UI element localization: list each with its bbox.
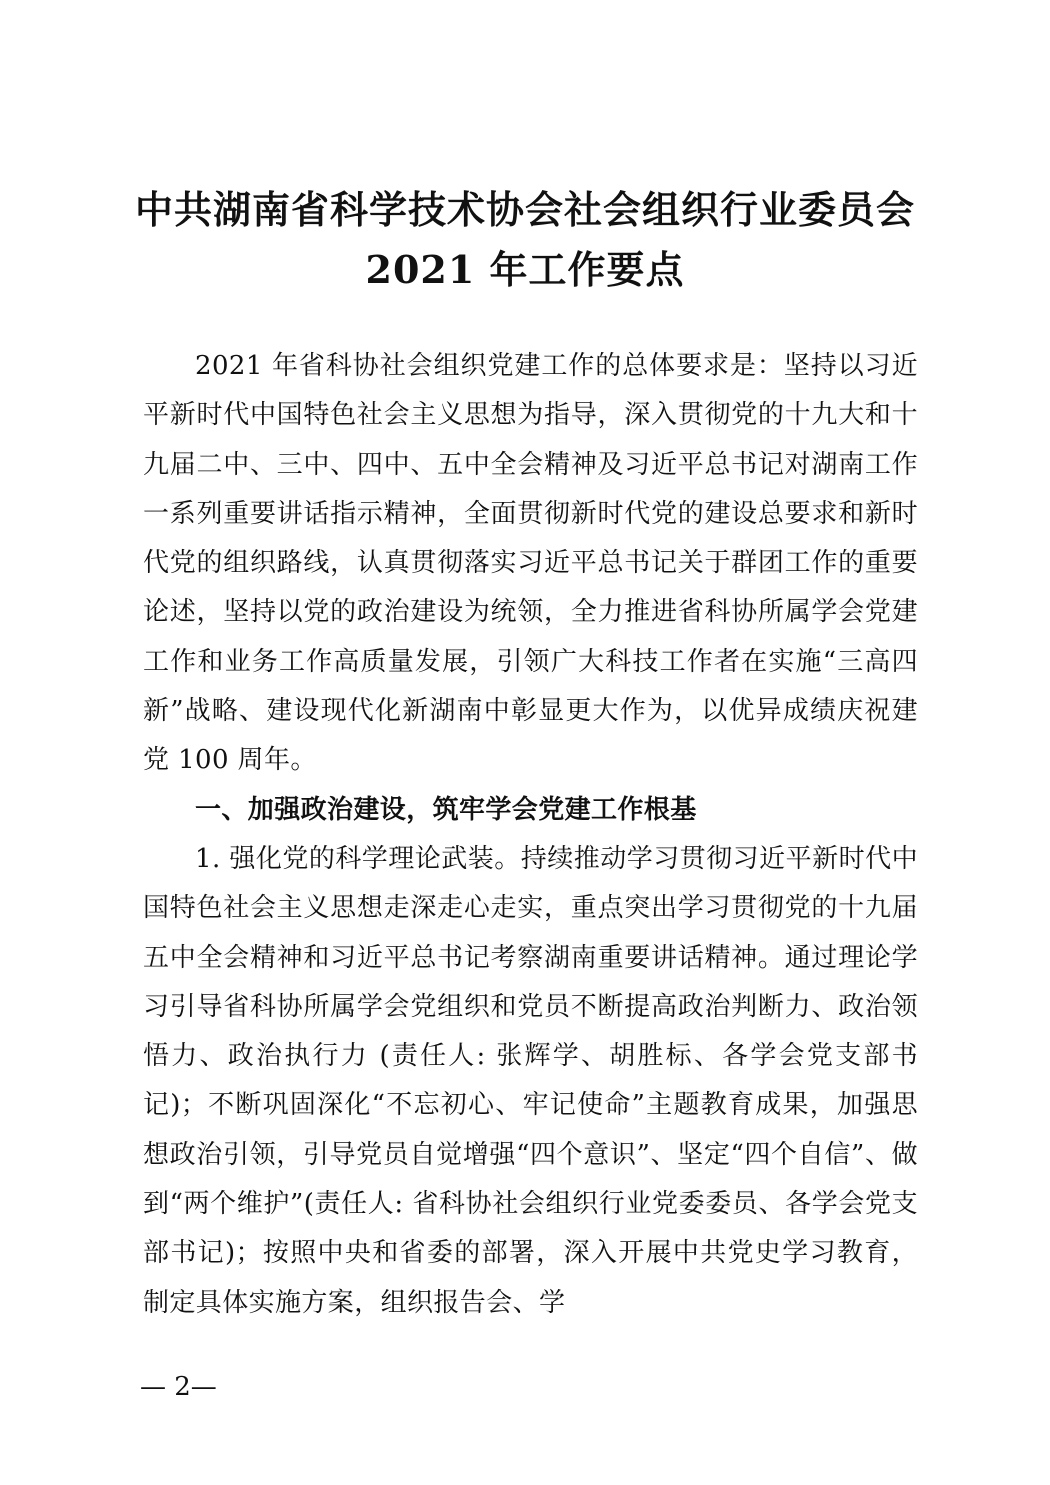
document-title-line-1: 中共湖南省科学技术协会社会组织行业委员会 [134,187,915,232]
section-1-heading: 一、加强政治建设，筑牢学会党建工作根基 [195,794,697,825]
document-title-line-2: 2021 年工作要点 [365,247,685,292]
page-number: — 2— [140,1372,217,1402]
intro-paragraph: 2021 年省科协社会组织党建工作的总体要求是：坚持以习近平新时代中国特色社会主义思想为指导，深入贯彻党的十九大和十九届二中、三中、四中、五中全会精神及习近平总书记对湖南工作一系列重要讲话指示精神，全面贯彻新时代党的建设总要求和新时代党的组织路线，认真贯彻落实习近平总书记关于群团工作的重要论述，坚持以党的政治建设为统领，全力推进省科协所属学会党建工作和业务工作高质量发展，引领广大科技工作者在实施“三高四新”战略、建设现代化新湖南中彰显更大作为，以优异成绩庆祝建党 100 周年。 [143,351,918,776]
item-1-paragraph [143,835,918,1328]
item-1-body: 持续推动学习贯彻习近平新时代中国特色社会主义思想走深走心走实，重点突出学习贯彻党的十九届五中全会精神和习近平总书记考察湖南重要讲话精神。通过理论学习引导省科协所属学会党组织和党员不断提高政治判断力、政治领悟力、政治执行力 (责任人: 张辉学、胡胜标、各学会党支部书记)；不断巩固深化“不忘初心、牢记使命”主题教育成果，加强思想政治引领，引导党员自觉增强“四个意识”、坚定“四个自信”、做到“两个维护”(责任人: 省科协社会组织行业党委委员、各学会党支部书记)；按照中央和省委的部署，深入开展中共党史学习教育，制定具体实施方案，组织报告会、学 [143,843,918,1318]
item-1-lead: 1. 强化党的科学理论武装。 [195,843,521,874]
document-body [143,342,918,1328]
